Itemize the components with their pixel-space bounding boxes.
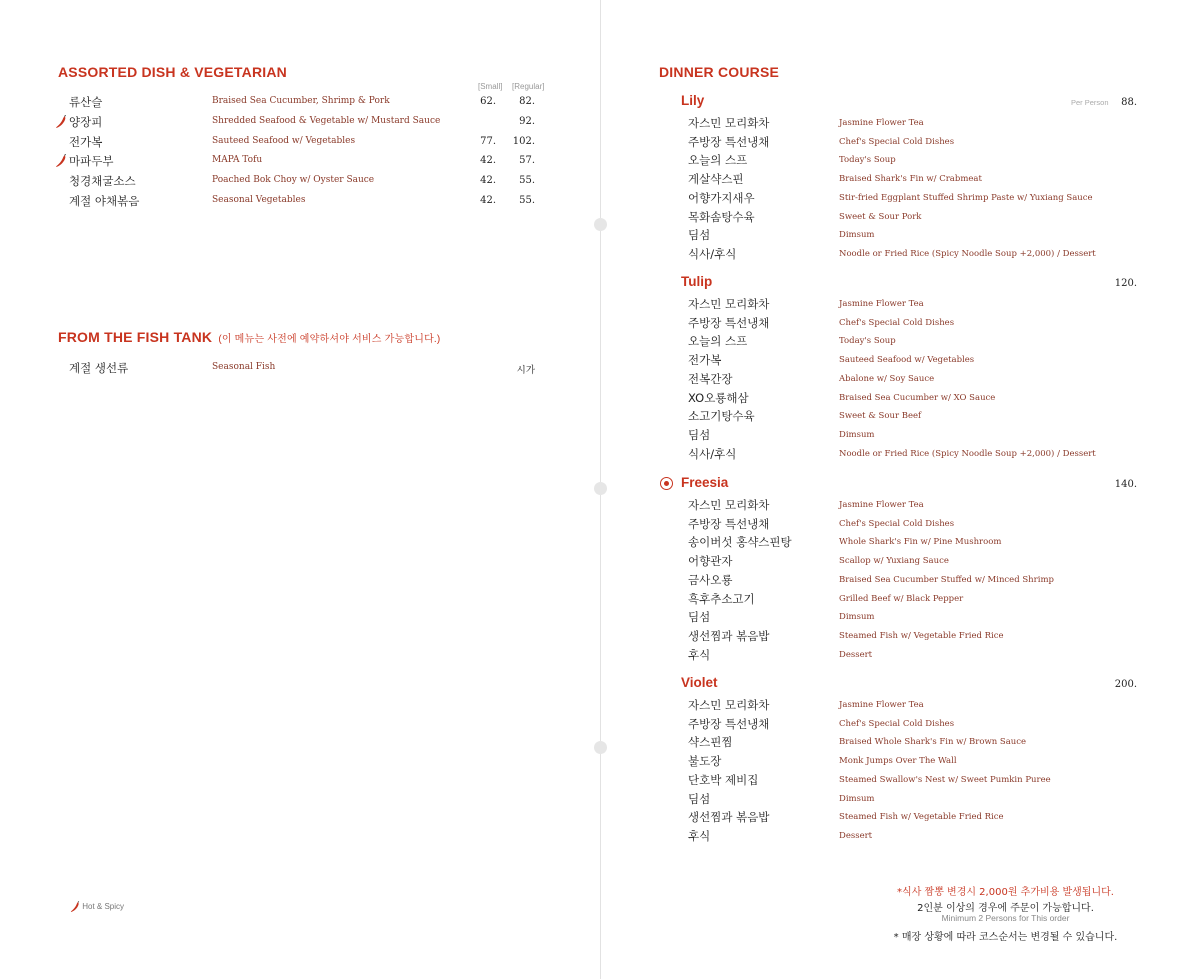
market-price: 시가 <box>516 365 535 376</box>
price-small: 77. <box>480 135 496 147</box>
dinner-course-title: DINNER COURSE <box>659 64 780 80</box>
price-regular: 55. <box>519 195 535 206</box>
course-name: Violet <box>681 675 718 690</box>
course-item-ko: 주방장 특선냉채 <box>688 315 770 330</box>
dish-name-ko: 계절 야채볶음 <box>69 194 140 208</box>
course-item-en: Dessert <box>839 649 873 660</box>
course-item-ko: 어향관자 <box>688 554 733 569</box>
course-item-en: Sweet & Sour Beef <box>839 411 922 422</box>
course-item <box>601 227 1200 246</box>
course-item-en: Chef's Special Cold Dishes <box>839 136 955 147</box>
course-item-ko: 딤섬 <box>688 610 711 625</box>
course-item <box>601 152 1200 171</box>
assorted-title: ASSORTED DISH & VEGETARIAN <box>58 64 287 80</box>
course-item-en: Dimsum <box>839 230 875 241</box>
course-item <box>601 828 1200 847</box>
course-item-en: Braised Sea Cucumber w/ XO Sauce <box>839 392 996 403</box>
course-item-ko: 금사오룡 <box>688 572 733 587</box>
course-item-ko: 식사/후식 <box>688 246 737 261</box>
course-item-en: Noodle or Fried Rice (Spicy Noodle Soup +2,000) / Dessert <box>839 248 1096 259</box>
course-item <box>601 497 1200 516</box>
dish-name-en: Braised Sea Cucumber, Shrimp & Pork <box>212 96 390 106</box>
course-item-ko: 딤섬 <box>688 228 711 243</box>
fish-tank-item <box>0 360 600 380</box>
course-item-ko: XO오룡해삼 <box>688 390 749 405</box>
price-regular: 57. <box>519 155 535 167</box>
course-item <box>601 591 1200 610</box>
course-item-ko: 후식 <box>688 647 711 662</box>
dish-name-en: Sauteed Seafood w/ Vegetables <box>212 135 356 146</box>
dish-row <box>0 173 600 193</box>
course-item-en: Today's Soup <box>839 336 896 347</box>
fish-tank-title <box>58 329 440 345</box>
price-small: 42. <box>480 175 496 187</box>
course-item-en: Abalone w/ Soy Sauce <box>839 373 935 384</box>
course-item-ko: 불도장 <box>688 754 722 769</box>
course-item <box>601 134 1200 153</box>
course-item-en: Dimsum <box>839 429 875 440</box>
price-regular: 82. <box>519 96 535 107</box>
footer-order-note: * 매장 상황에 따라 코스순서는 변경될 수 있습니다. <box>893 932 1118 943</box>
course-item-en: Steamed Swallow's Nest w/ Sweet Pumkin Puree <box>839 774 1051 785</box>
course-item-ko: 자스민 모리화차 <box>688 116 770 130</box>
course-item <box>601 115 1200 134</box>
course-item <box>601 791 1200 810</box>
course-item-en: Scallop w/ Yuxiang Sauce <box>839 556 949 567</box>
course-item-ko: 식사/후식 <box>688 446 737 461</box>
chili-icon <box>55 154 67 168</box>
fish-tank-note: (이 메뉴는 사전에 예약하셔야 서비스 가능합니다.) <box>218 334 441 345</box>
course-item-ko: 생선찜과 볶음밥 <box>688 810 770 825</box>
course-item-en: Sauteed Seafood w/ Vegetables <box>839 355 975 366</box>
course-item-ko: 게살샥스핀 <box>688 172 744 187</box>
course-item-en: Braised Whole Shark's Fin w/ Brown Sauce <box>839 737 1027 748</box>
course-item-ko: 주방장 특선냉채 <box>688 516 770 531</box>
size-regular-header: [Regular] <box>512 82 545 91</box>
course-item-ko: 소고기탕수육 <box>688 409 755 424</box>
dish-name-ko: 양장피 <box>69 114 103 129</box>
course-item-en: Dessert <box>839 830 873 841</box>
course-item-en: Today's Soup <box>839 155 896 166</box>
course-item-ko: 단호박 제비집 <box>688 772 759 787</box>
course-item <box>601 809 1200 828</box>
dish-name-ko: 마파두부 <box>69 154 114 169</box>
course-item-ko: 생선찜과 볶음밥 <box>688 628 770 643</box>
course-item <box>601 408 1200 427</box>
footer-minimum-en: Minimum 2 Persons for This order <box>941 913 1070 923</box>
dish-row <box>0 94 600 114</box>
course-item-en: Whole Shark's Fin w/ Pine Mushroom <box>839 537 1002 548</box>
course-item-en: Monk Jumps Over The Wall <box>839 756 957 767</box>
fish-tank-title-text: FROM THE FISH TANK <box>58 329 213 345</box>
course-item <box>601 553 1200 572</box>
course-item-ko: 딤섬 <box>688 791 711 806</box>
dish-name-en: Seasonal Vegetables <box>212 195 306 205</box>
course-item-ko: 자스민 모리화차 <box>688 297 770 311</box>
course-item <box>601 609 1200 628</box>
course-item <box>601 716 1200 735</box>
dish-name-en: Shredded Seafood & Vegetable w/ Mustard Sauce <box>212 115 441 126</box>
course-item <box>601 190 1200 209</box>
course-item-en: Jasmine Flower Tea <box>839 700 924 710</box>
course-name: Tulip <box>681 274 713 289</box>
course-item-en: Chef's Special Cold Dishes <box>839 518 955 529</box>
course-item-ko: 자스민 모리화차 <box>688 698 770 712</box>
price-regular: 92. <box>519 115 535 127</box>
course-item <box>601 315 1200 334</box>
course-item-ko: 주방장 특선냉채 <box>688 716 770 731</box>
legend-label: Hot & Spicy <box>82 902 125 911</box>
course-item-en: Stir-fried Eggplant Stuffed Shrimp Paste w/ Yuxiang Sauce <box>839 192 1093 203</box>
course-item-ko: 전가복 <box>688 353 722 368</box>
course-item-en: Jasmine Flower Tea <box>839 500 924 510</box>
course-name: Lily <box>681 93 705 108</box>
size-small-header: [Small] <box>478 82 503 91</box>
course-item <box>601 296 1200 315</box>
course-item-ko: 후식 <box>688 828 711 843</box>
dish-name-ko: 전가복 <box>69 134 103 149</box>
course-item-ko: 자스민 모리화차 <box>688 498 770 512</box>
course-item-en: Dimsum <box>839 612 875 623</box>
dish-row <box>0 153 600 173</box>
price-small: 42. <box>480 195 496 206</box>
course-price: 200. <box>1114 679 1137 690</box>
course-item <box>601 647 1200 666</box>
right-page <box>601 0 1200 979</box>
dish-name-ko: 청경채굴소스 <box>69 174 136 189</box>
course-item <box>601 753 1200 772</box>
price-small: 62. <box>480 96 496 107</box>
course-item-en: Sweet & Sour Pork <box>839 211 922 222</box>
course-item <box>601 371 1200 390</box>
dish-name-en: Poached Bok Choy w/ Oyster Sauce <box>212 175 375 186</box>
course-item-en: Braised Sea Cucumber Stuffed w/ Minced Shrimp <box>839 574 1054 585</box>
course-item <box>601 352 1200 371</box>
course-item-en: Grilled Beef w/ Black Pepper <box>839 593 964 604</box>
course-item <box>601 697 1200 716</box>
course-item <box>601 572 1200 591</box>
course-item <box>601 390 1200 409</box>
course-item-ko: 샥스핀찜 <box>688 735 733 750</box>
selected-course-marker <box>660 477 673 490</box>
course-item <box>601 427 1200 446</box>
course-price: 140. <box>1114 479 1137 490</box>
footer-minimum-ko: 2인분 이상의 경우에 주문이 가능합니다. <box>917 903 1094 914</box>
course-price: 88. <box>1121 97 1137 108</box>
dish-name-ko: 류산슬 <box>69 95 103 109</box>
course-item <box>601 446 1200 465</box>
course-item-ko: 흑후추소고기 <box>688 591 755 606</box>
course-item <box>601 628 1200 647</box>
course-item-ko: 주방장 특선냉채 <box>688 134 770 149</box>
course-item <box>601 534 1200 553</box>
price-small: 42. <box>480 155 496 167</box>
course-item-ko: 오늘의 스프 <box>688 153 748 168</box>
course-item-en: Noodle or Fried Rice (Spicy Noodle Soup +2,000) / Dessert <box>839 448 1096 459</box>
course-item <box>601 246 1200 265</box>
course-item <box>601 209 1200 228</box>
course-item-en: Steamed Fish w/ Vegetable Fried Rice <box>839 630 1004 641</box>
dish-row <box>0 114 600 134</box>
course-item <box>601 772 1200 791</box>
course-item-ko: 전복간장 <box>688 371 733 386</box>
chili-icon <box>55 115 67 129</box>
course-item-ko: 딤섬 <box>688 427 711 442</box>
dish-row <box>0 134 600 154</box>
course-item-en: Chef's Special Cold Dishes <box>839 718 955 729</box>
course-item-en: Dimsum <box>839 793 875 804</box>
course-name: Freesia <box>681 475 729 490</box>
course-price: 120. <box>1114 278 1137 289</box>
price-regular: 55. <box>519 175 535 187</box>
course-item-ko: 송이버섯 홍샥스핀탕 <box>688 535 792 550</box>
course-item <box>601 734 1200 753</box>
dish-name-en: Seasonal Fish <box>212 362 276 372</box>
course-item-en: Jasmine Flower Tea <box>839 299 924 309</box>
course-item-en: Steamed Fish w/ Vegetable Fried Rice <box>839 812 1004 823</box>
dish-name-ko: 계절 생선류 <box>69 361 129 375</box>
course-item-en: Chef's Special Cold Dishes <box>839 317 955 328</box>
course-item <box>601 516 1200 535</box>
course-item <box>601 171 1200 190</box>
dish-name-en: MAPA Tofu <box>212 155 263 166</box>
course-item <box>601 333 1200 352</box>
course-item-ko: 오늘의 스프 <box>688 334 748 349</box>
footer-surcharge-note: *식사 짬뽕 변경시 2,000원 추가비용 발생됩니다. <box>897 887 1114 898</box>
spicy-legend <box>70 899 124 911</box>
course-item-en: Braised Shark's Fin w/ Crabmeat <box>839 174 982 185</box>
dish-row <box>0 193 600 213</box>
course-item-en: Jasmine Flower Tea <box>839 118 924 128</box>
course-item-ko: 어향가지새우 <box>688 190 755 205</box>
price-regular: 102. <box>512 135 535 147</box>
chili-icon <box>70 901 80 913</box>
per-person-label: Per Person <box>1071 98 1109 107</box>
course-item-ko: 목화솜탕수육 <box>688 209 755 224</box>
